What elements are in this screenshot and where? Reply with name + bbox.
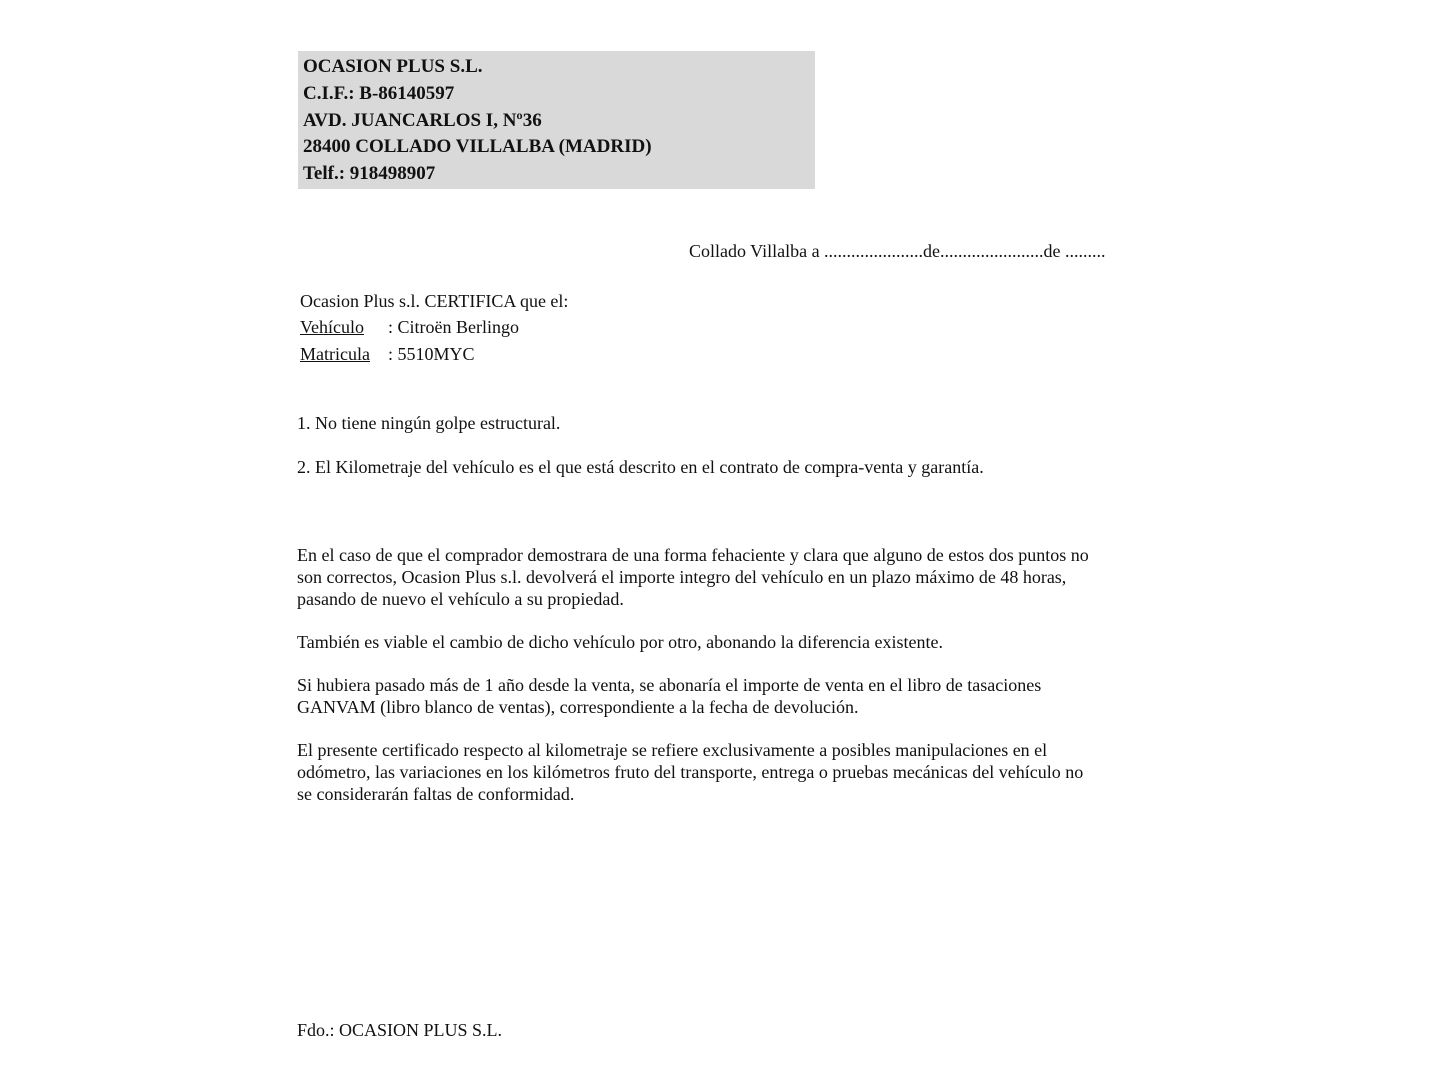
paragraph-line: Si hubiera pasado más de 1 año desde la venta, se abonaría el importe de venta en el libro de tasaciones (297, 675, 1042, 695)
paragraph-line: odómetro, las variaciones en los kilómetros fruto del transporte, entrega o pruebas mecánicas del vehículo no (297, 762, 1084, 782)
vehicle-value: : Citroën Berlingo (388, 317, 519, 337)
paragraph-ganvam (297, 674, 1167, 718)
company-phone: Telf.: 918498907 (303, 163, 436, 185)
paragraph-line: GANVAM (libro blanco de ventas), correspondiente a la fecha de devolución. (297, 697, 859, 717)
paragraph-line: se considerarán faltas de conformidad. (297, 784, 575, 804)
paragraph-refund (297, 544, 1167, 610)
company-address: AVD. JUANCARLOS I, Nº36 (303, 109, 542, 131)
paragraph-exchange (297, 631, 1167, 653)
paragraph-line: También es viable el cambio de dicho vehículo por otro, abonando la diferencia existente. (297, 632, 944, 652)
date-line: Collado Villalba a ......................de.......................de ......... (689, 241, 1106, 261)
vehicle-label: Vehículo (300, 317, 364, 337)
certifica-statement: Ocasion Plus s.l. CERTIFICA que el: (300, 291, 569, 311)
company-name: OCASION PLUS S.L. (303, 56, 483, 77)
company-city: 28400 COLLADO VILLALBA (MADRID) (303, 136, 652, 158)
paragraph-line: El presente certificado respecto al kilometraje se refiere exclusivamente a posibles manipulaciones en el (297, 740, 1048, 760)
point-2: 2. El Kilometraje del vehículo es el que está descrito en el contrato de compra-venta y garantía. (297, 457, 984, 477)
plate-label: Matricula (300, 344, 370, 364)
paragraph-line: son correctos, Ocasion Plus s.l. devolverá el importe integro del vehículo en un plazo máximo de 48 horas, (297, 567, 1067, 587)
vehicle-field (300, 317, 519, 338)
company-header-box (298, 51, 815, 189)
paragraph-line: En el caso de que el comprador demostrara de una forma fehaciente y clara que alguno de estos dos puntos no (297, 545, 1089, 565)
paragraph-line: pasando de nuevo el vehículo a su propiedad. (297, 589, 624, 609)
plate-field (300, 344, 475, 365)
paragraph-odometer (297, 739, 1167, 805)
company-cif: C.I.F.: B-86140597 (303, 82, 455, 104)
signature-line: Fdo.: OCASION PLUS S.L. (297, 1020, 503, 1040)
plate-value: : 5510MYC (388, 344, 475, 364)
point-1: 1. No tiene ningún golpe estructural. (297, 413, 561, 433)
